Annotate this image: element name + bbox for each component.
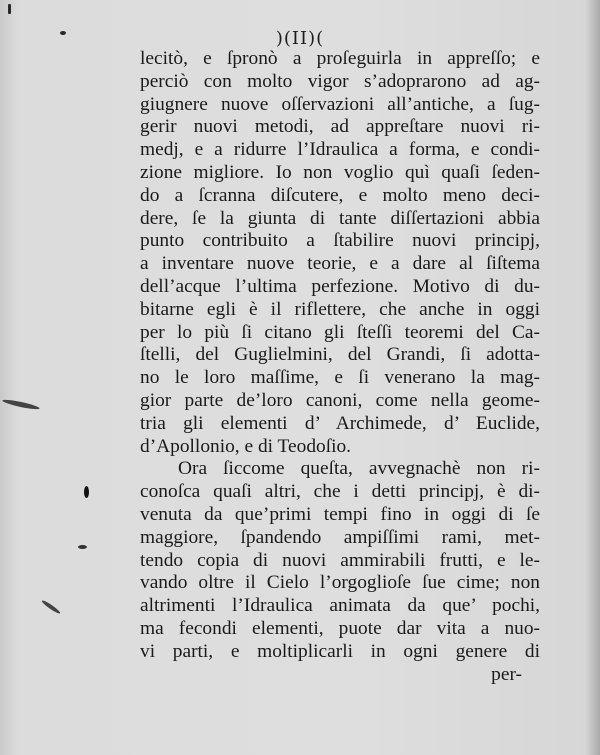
text-line: conoſca quaſi altri, che i detti principj, è di- [140,481,540,503]
text-line: perciò con molto vigor s’adoprarono ad ag- [140,70,540,92]
text-line: bitarne egli è il riflettere, che anche in oggi [140,298,540,320]
text-line: d’Apollonio, e di Teodoſio. [140,435,352,457]
ink-mark [84,486,89,498]
text-line: vando oltre il Cielo l’orgoglioſe ſue cime; non [140,572,540,594]
catchword: per- [491,663,522,685]
ink-mark [8,4,11,14]
body-text [140,48,540,686]
text-line: a inventare nuove teorie, e a dare al ſiſtema [140,253,540,275]
text-line: punto contribuito a ſtabilire nuovi principj, [140,230,540,252]
text-line: no le loro maſſime, e ſi venerano la mag- [140,367,540,389]
text-line: Ora ſiccome queſta, avvegnachè non ri- [178,458,540,480]
running-head: )(II)( [275,28,325,49]
page-edge-shadow [586,0,600,755]
text-line: medj, e a ridurre l’Idraulica a forma, e condi- [140,139,540,161]
text-line: vi parti, e moltiplicarli in ogni genere di [140,640,540,662]
text-line: per lo più ſi citano gli ſteſſi teoremi del Ca- [140,321,540,343]
text-line: zione migliore. Io non voglio quì quaſi ſeden- [140,161,540,183]
text-line: dell’acque l’ultima perfezione. Motivo di du- [140,275,540,297]
text-line: altrimenti l’Idraulica animata da que’ pochi, [140,595,540,617]
text-line: maggiore, ſpandendo ampiſſimi rami, met- [140,526,540,548]
text-line: ſtelli, del Guglielmini, del Grandi, ſi adotta- [140,344,540,366]
text-line: ma fecondi elementi, puote dar vita a nuo- [140,617,540,639]
text-line: giugnere nuove oſſervazioni all’antiche, a ſug- [140,93,540,115]
text-line: venuta da que’primi tempi fino in oggi di ſe [140,503,540,525]
text-line: dere, ſe la giunta di tante diſſertazioni abbia [140,207,540,229]
text-line: tendo copia di nuovi ammirabili frutti, e le- [140,549,540,571]
ink-mark [78,545,87,549]
text-line: tria gli elementi d’ Archimede, d’ Euclide, [140,412,540,434]
ink-mark [2,398,40,411]
ink-mark [41,599,61,615]
text-line: lecitò, e ſpronò a proſeguirla in appreſſo; e [140,48,540,69]
text-line: gerir nuovi metodi, ad appreſtare nuovi ri- [140,116,540,138]
text-line: do a ſcranna diſcutere, e molto meno deci- [140,184,540,206]
text-line: gior parte de’loro canoni, come nella geome- [140,389,540,411]
